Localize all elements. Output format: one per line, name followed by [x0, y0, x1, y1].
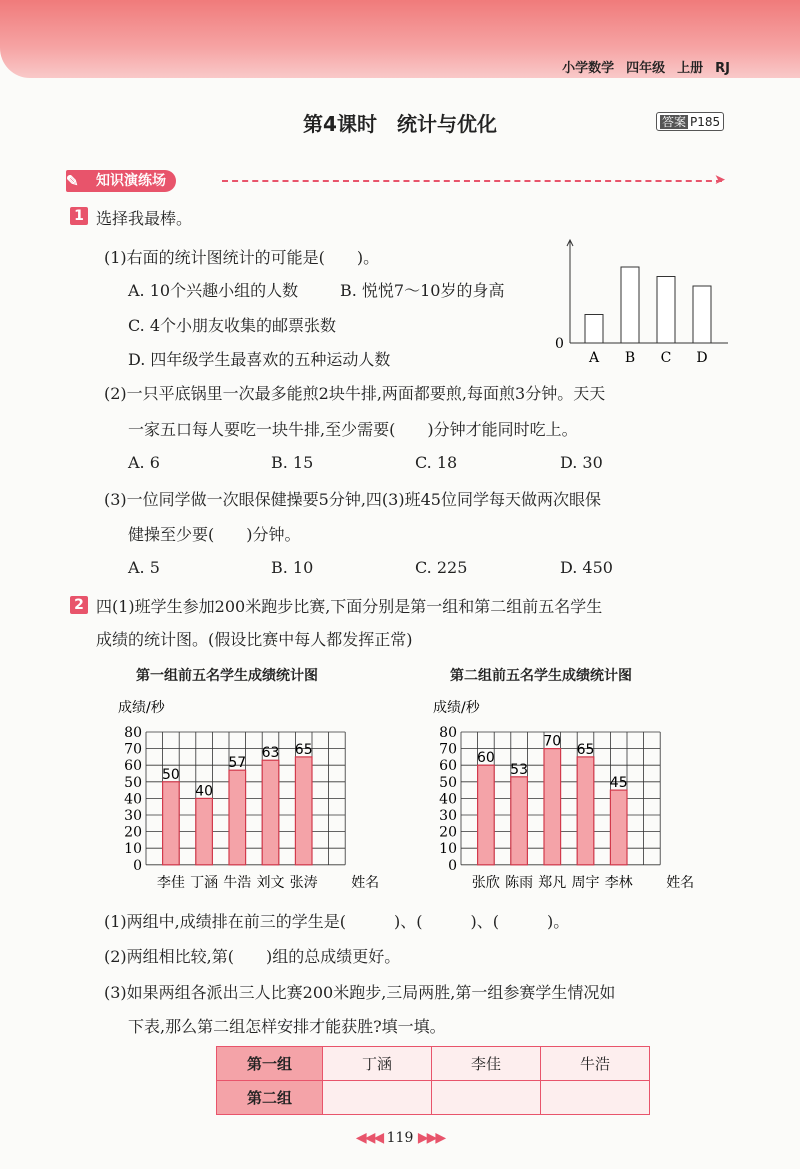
x-tick-label: 牛浩 [223, 874, 252, 891]
bar [229, 770, 246, 865]
y-tick-label: 20 [439, 824, 457, 841]
group2-bar-chart [425, 690, 725, 900]
data-label: 65 [294, 741, 313, 758]
y-tick-label: 30 [124, 808, 142, 824]
section-divider [222, 180, 722, 182]
chart2-title: 第二组前五名学生成绩统计图 [450, 668, 632, 684]
table-row [217, 1081, 650, 1115]
bar [196, 798, 213, 864]
bar [544, 749, 561, 865]
q1-2-line1: (2)一只平底锅里一次最多能煎2块牛排,两面都要煎,每面煎3分钟。天天 [104, 384, 606, 403]
x-tick-label: 张涛 [289, 874, 318, 891]
q1-3-line1: (3)一位同学做一次眼保健操要5分钟,四(3)班45位同学每天做两次眼保 [104, 490, 601, 509]
y-tick-label: 60 [439, 758, 457, 775]
data-label: 60 [476, 750, 495, 767]
data-label: 45 [609, 775, 628, 792]
table-cell: 李佳 [432, 1047, 541, 1081]
group1-bar-chart [110, 690, 410, 900]
choice-a: A. 5 [128, 558, 160, 577]
page-title: 第4课时 统计与优化 [303, 112, 497, 136]
answer-page: P185 [690, 115, 721, 129]
table-cell: 丁涵 [323, 1047, 432, 1081]
bar [577, 757, 594, 865]
edition: RJ [715, 61, 730, 76]
choice-c: C. 18 [415, 453, 458, 472]
x-tick-label: 刘文 [256, 874, 285, 891]
answer-label: 答案 [662, 115, 687, 129]
x-axis-label: 姓名 [666, 874, 695, 891]
q2-sub3-line2: 下表,那么第二组怎样安排才能获胜?填一填。 [128, 1017, 446, 1036]
y-axis-label: 成绩/秒 [433, 700, 480, 716]
pen-icon: ✎ [66, 172, 79, 190]
page-number: 119 [386, 1130, 414, 1146]
choice-d: D. 四年级学生最喜欢的五种运动人数 [128, 350, 391, 369]
question-number: 1 [70, 207, 88, 225]
grade: 四年级 [626, 61, 666, 76]
data-label: 40 [195, 783, 214, 800]
x-axis-label: 姓名 [351, 874, 380, 891]
table-row [217, 1047, 650, 1081]
small-bar-chart [550, 238, 740, 368]
choice-a: A. 6 [128, 453, 160, 472]
choice-d: D. 30 [560, 453, 603, 472]
question-head: 选择我最棒。 [96, 209, 193, 228]
right-arrows-icon: ▶▶▶ [417, 1130, 445, 1146]
y-tick-label: 50 [124, 774, 142, 791]
y-tick-label: 40 [439, 791, 457, 808]
x-tick-label: 陈雨 [505, 874, 534, 891]
subject: 小学数学 [562, 61, 615, 76]
y-tick-label: 20 [124, 824, 142, 841]
y-tick-label: 40 [124, 791, 142, 808]
y-tick-label: 60 [124, 758, 142, 775]
bar [262, 760, 279, 865]
q2-sub1: (1)两组中,成绩排在前三的学生是( )、( )、( )。 [104, 912, 570, 931]
q1-2-line2: 一家五口每人要吃一块牛排,至少需要( )分钟才能同时吃上。 [128, 420, 578, 439]
bar [511, 777, 528, 865]
data-label: 50 [161, 766, 180, 783]
y-tick-label: 0 [448, 857, 457, 874]
y-tick-label: 0 [133, 857, 142, 874]
section-banner: 知识演练场 [66, 170, 176, 192]
x-tick-label: 张欣 [471, 874, 500, 891]
bar [621, 267, 639, 343]
page-footer [0, 1130, 800, 1146]
choice-b: B. 15 [271, 453, 314, 472]
chart1-title: 第一组前五名学生成绩统计图 [136, 668, 318, 684]
y-tick-label: 50 [439, 774, 457, 791]
x-tick-label: 郑凡 [538, 874, 567, 891]
q2-sub3-line1: (3)如果两组各派出三人比赛200米跑步,三局两胜,第一组参赛学生情况如 [104, 983, 616, 1002]
y-tick-label: 80 [439, 725, 457, 741]
row-header: 第一组 [217, 1047, 323, 1081]
y-tick-label: 70 [439, 741, 457, 758]
question-number: 2 [70, 596, 88, 614]
choice-c: C. 4个小朋友收集的邮票张数 [128, 316, 337, 335]
match-table [216, 1046, 650, 1115]
answer-cell[interactable] [432, 1081, 541, 1115]
x-tick-label: 李林 [604, 874, 633, 891]
volume: 上册 [677, 61, 704, 76]
choice-b: B. 10 [271, 558, 314, 577]
row-header: 第二组 [217, 1081, 323, 1115]
bar [295, 757, 312, 865]
q1-3-line2: 健操至少要( )分钟。 [128, 525, 301, 544]
x-tick-label: 李佳 [156, 874, 185, 891]
choice-b: B. 悦悦7～10岁的身高 [340, 281, 505, 300]
y-tick-label: 70 [124, 741, 142, 758]
q2-line2: 成绩的统计图。(假设比赛中每人都发挥正常) [96, 630, 413, 649]
x-tick-label: A [588, 350, 600, 366]
answer-ref [656, 112, 724, 131]
data-label: 57 [228, 755, 247, 772]
bar [693, 286, 711, 343]
x-tick-label: B [624, 350, 636, 366]
q2-sub2: (2)两组相比较,第( )组的总成绩更好。 [104, 947, 401, 966]
y-tick-label: 80 [124, 725, 142, 741]
arrow-right-icon: ➤ [714, 172, 726, 188]
x-tick-label: C [660, 350, 672, 366]
data-label: 53 [510, 761, 529, 778]
x-tick-label: D [696, 350, 708, 366]
y-tick-label: 30 [439, 808, 457, 824]
data-label: 65 [576, 741, 595, 758]
y-tick-label: 10 [439, 841, 457, 858]
origin-label: 0 [555, 336, 564, 352]
bar [585, 315, 603, 344]
bar [163, 782, 180, 865]
book-header [550, 57, 730, 76]
bar [610, 790, 627, 865]
data-label: 70 [543, 733, 562, 750]
bar [657, 277, 675, 344]
left-arrows-icon: ◀◀◀ [355, 1130, 383, 1146]
y-tick-label: 10 [124, 841, 142, 858]
choice-d: D. 450 [560, 558, 613, 577]
q1-1-stem: (1)右面的统计图统计的可能是( )。 [104, 248, 380, 267]
x-tick-label: 丁涵 [190, 874, 219, 891]
answer-cell[interactable] [323, 1081, 432, 1115]
bar [478, 765, 495, 865]
choice-a: A. 10个兴趣小组的人数 [128, 281, 299, 300]
answer-cell[interactable] [541, 1081, 650, 1115]
q2-line1: 四(1)班学生参加200米跑步比赛,下面分别是第一组和第二组前五名学生 [96, 597, 603, 616]
choice-c: C. 225 [415, 558, 468, 577]
table-cell: 牛浩 [541, 1047, 650, 1081]
y-axis-label: 成绩/秒 [118, 700, 165, 716]
x-tick-label: 周宇 [571, 874, 600, 891]
data-label: 63 [261, 745, 280, 762]
